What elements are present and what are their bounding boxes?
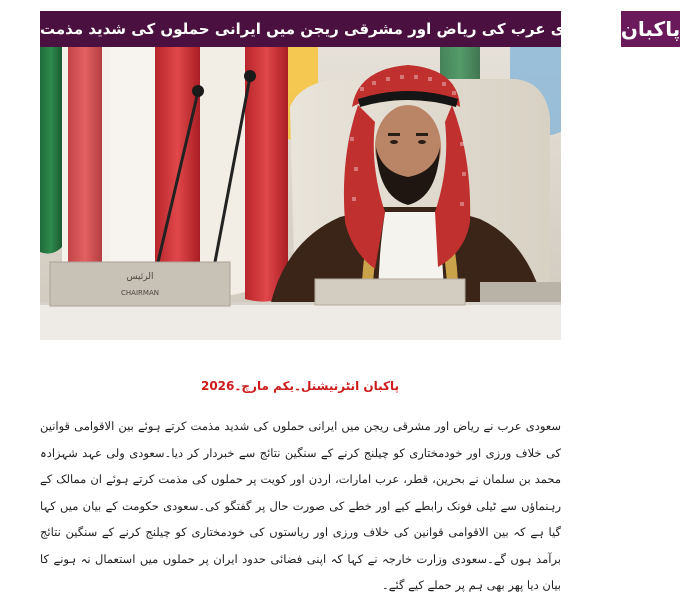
svg-text:CHAIRMAN: CHAIRMAN: [121, 289, 159, 297]
brand-logo: پاکبان: [619, 11, 680, 47]
headline-text: سعودی عرب کی ریاض اور مشرقی ریجن میں ایرانی حملوں کی شدید مذمت: [40, 20, 605, 38]
byline: پاکبان انٹرنیشنل۔یکم مارچ۔2026: [200, 379, 400, 393]
headline-banner: [40, 11, 680, 47]
chairman-placard: [50, 262, 230, 306]
news-photo: [40, 47, 561, 340]
desk: [40, 302, 561, 340]
article-body: سعودی عرب نے ریاض اور مشرقی ریجن میں ایرانی حملوں کی شدید مذمت کرتے ہوئے بین الاقوامی قوانین کی خلاف ورزی اور خودمختاری کو چیلنج کرنے کے سنگین نتائج سے خبردار کر دیا۔سعودی ولی عہد شہزادہ محمد بن سلمان نے بحرین، قطر، عرب امارات، اردن اور کویت پر حملوں کی مذمت کرتے ہوئے ان ممالک کے رہنماؤں سے ٹیلی فونک رابطے کیے اور خطے کی صورت حال پر گفتگو کی۔سعودی حکومت کے بیان میں کہا گیا ہے کہ بین الاقوامی قوانین کی خلاف ورزی اور ریاستوں کی خودمختاری کو چیلنج کرنے کے سنگین نتائج برآمد ہوں گے۔سعودی وزارت خارجہ نے کہا کہ اپنی فضائی حدود ایران پر حملوں میں استعمال نہ ہونے کا بیان دیا پھر بھی ہم پر حملے کیے گئے۔: [40, 419, 561, 592]
svg-text:الرئيس: الرئيس: [126, 272, 154, 282]
